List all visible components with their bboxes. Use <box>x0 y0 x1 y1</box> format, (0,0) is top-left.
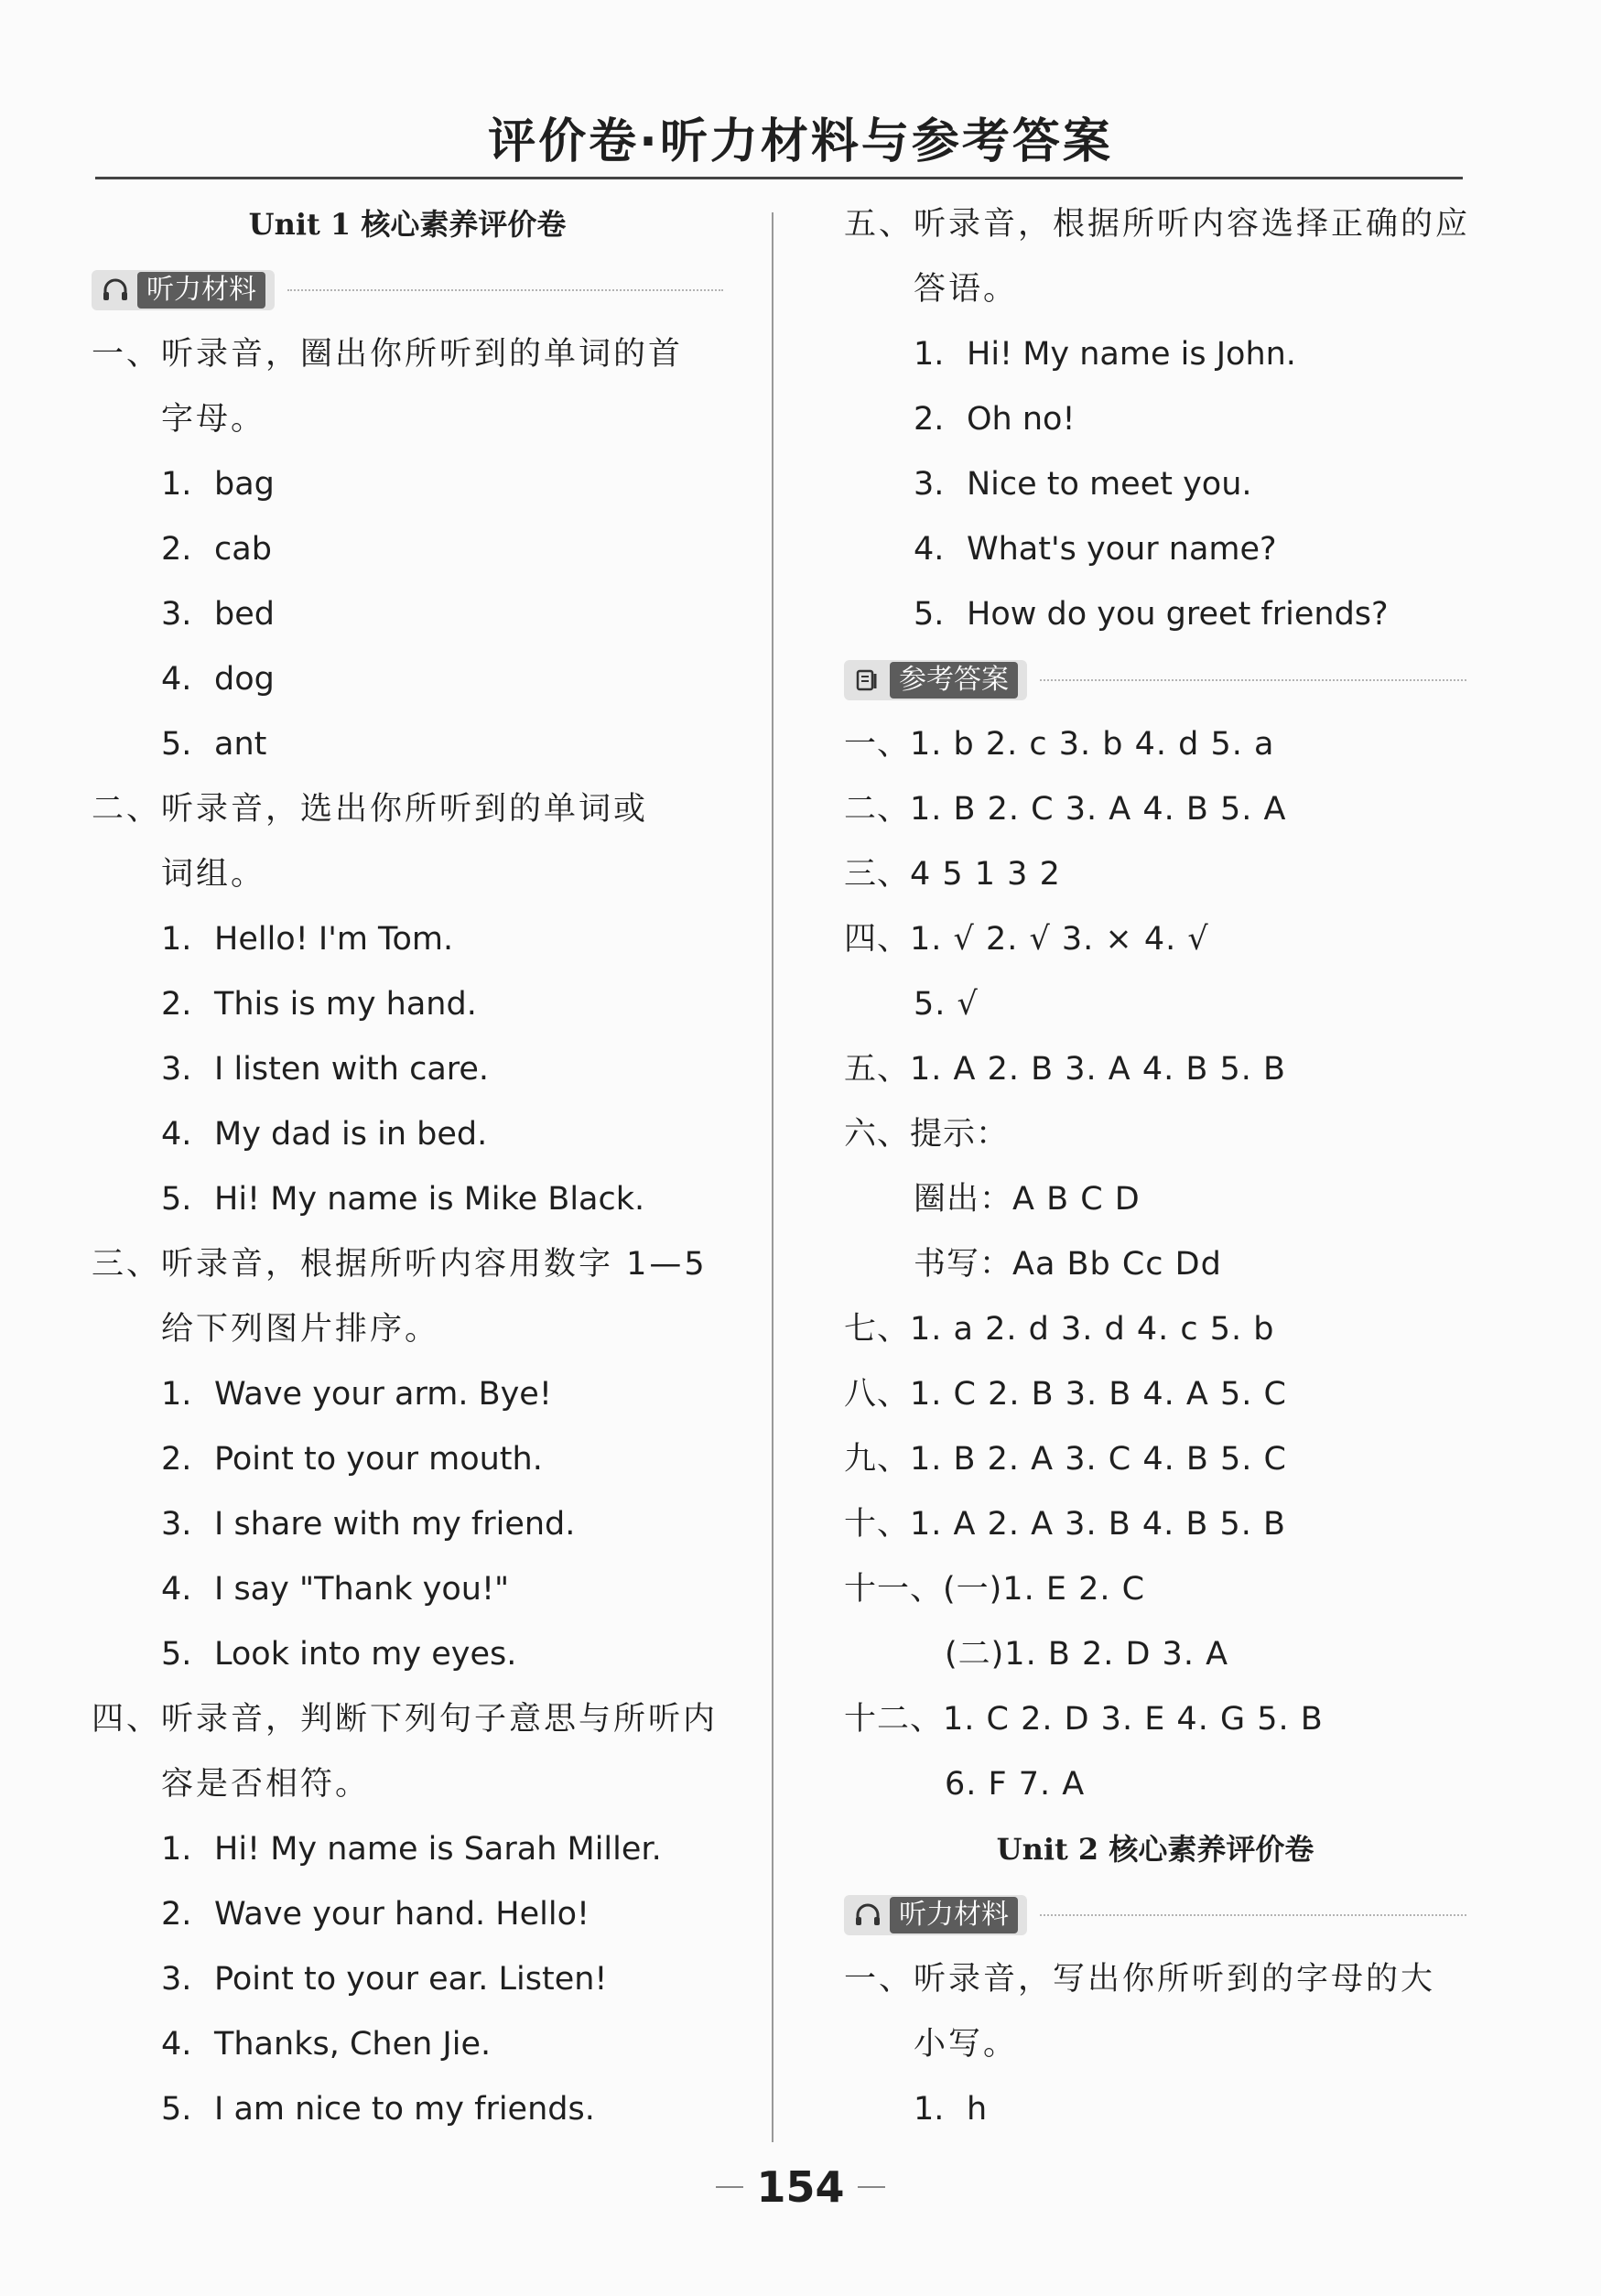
item-number: 1. <box>161 921 192 958</box>
section-tag <box>844 1895 1027 1935</box>
section-tag <box>92 270 275 310</box>
list-item <box>844 582 1466 647</box>
list-item <box>92 1492 723 1557</box>
answer-line: 6. F 7. A <box>945 1766 1086 1803</box>
page-number: 154 <box>756 2162 845 2212</box>
question-heading-cont: 答语。 <box>914 271 1019 308</box>
answer-line: 四、1. √ 2. √ 3. × 4. √ <box>844 921 1209 958</box>
right-column <box>844 192 1471 2142</box>
question-heading-cont: 给下列图片排序。 <box>161 1311 440 1348</box>
section-tag-label: 听力材料 <box>890 1897 1018 1933</box>
item-text: Hi! My name is John. <box>967 336 1296 373</box>
item-number: 3. <box>914 466 945 503</box>
answer-line: 九、1. B 2. A 3. C 4. B 5. C <box>844 1441 1287 1478</box>
list-item <box>844 387 1466 452</box>
item-number: 3. <box>161 596 192 633</box>
footer-dash <box>716 2186 743 2188</box>
notebook-pen-icon <box>849 666 886 694</box>
footer-dash <box>858 2186 885 2188</box>
unit-title: Unit 2 核心素养评价卷 <box>996 1832 1314 1867</box>
item-number: 2. <box>161 531 192 568</box>
list-item <box>92 452 723 517</box>
item-number: 4. <box>161 1116 192 1153</box>
left-column <box>92 192 723 2142</box>
item-text: cab <box>214 531 272 568</box>
item-number: 3. <box>161 1051 192 1088</box>
list-item <box>92 1037 723 1102</box>
list-item <box>92 1947 723 2012</box>
item-number: 1. <box>161 1831 192 1868</box>
answer-line: 八、1. C 2. B 3. B 4. A 5. C <box>844 1376 1287 1413</box>
item-text: ant <box>214 726 267 763</box>
answer-line: 三、4 5 1 3 2 <box>844 856 1061 893</box>
item-text: h <box>967 2091 988 2128</box>
item-text: This is my hand. <box>214 986 477 1023</box>
list-item <box>92 1167 723 1232</box>
item-text: bed <box>214 596 275 633</box>
item-text: I listen with care. <box>214 1051 490 1088</box>
list-item <box>92 1622 723 1687</box>
item-text: Look into my eyes. <box>214 1636 517 1673</box>
item-number: 4. <box>161 1571 192 1608</box>
answer-line: 六、提示： <box>844 1116 1010 1153</box>
question-heading: 五、听录音，根据所听内容选择正确的应 <box>844 206 1471 243</box>
question-heading: 三、听录音，根据所听内容用数字 1—5 <box>92 1246 708 1283</box>
list-item <box>92 1102 723 1167</box>
headphones-icon <box>849 1901 886 1929</box>
listening-material-header <box>844 1882 1466 1947</box>
list-item <box>92 647 723 712</box>
item-number: 1. <box>161 1376 192 1413</box>
item-text: Hi! My name is Sarah Miller. <box>214 1831 662 1868</box>
answer-line: 5. √ <box>914 986 979 1023</box>
unit-title: Unit 1 核心素养评价卷 <box>248 207 567 242</box>
answer-line: 十一、(一)1. E 2. C <box>844 1571 1146 1608</box>
answer-line: 一、1. b 2. c 3. b 4. d 5. a <box>844 726 1275 763</box>
listening-material-header <box>92 257 723 322</box>
item-number: 5. <box>914 596 945 633</box>
section-tag-label: 参考答案 <box>890 662 1018 699</box>
dotted-rule <box>287 289 723 291</box>
list-item <box>92 2077 723 2142</box>
item-number: 5. <box>161 726 192 763</box>
answer-line: 圈出：A B C D <box>914 1181 1141 1218</box>
answer-line: 十二、1. C 2. D 3. E 4. G 5. B <box>844 1701 1324 1738</box>
item-text: How do you greet friends? <box>967 596 1389 633</box>
question-heading: 一、听录音，圈出你所听到的单词的首 <box>92 336 684 373</box>
item-number: 2. <box>161 1896 192 1933</box>
item-text: Hi! My name is Mike Black. <box>214 1181 645 1218</box>
answer-key-header <box>844 647 1466 712</box>
list-item <box>92 1427 723 1492</box>
page-title: 评价卷·听力材料与参考答案 <box>488 114 1113 169</box>
list-item <box>92 712 723 777</box>
item-number: 1. <box>161 466 192 503</box>
item-number: 2. <box>161 1441 192 1478</box>
item-text: Oh no! <box>967 401 1076 438</box>
list-item <box>92 582 723 647</box>
item-number: 5. <box>161 1181 192 1218</box>
answer-line: 二、1. B 2. C 3. A 4. B 5. A <box>844 791 1287 828</box>
item-text: My dad is in bed. <box>214 1116 488 1153</box>
item-number: 2. <box>161 986 192 1023</box>
list-item <box>844 452 1466 517</box>
item-text: Thanks, Chen Jie. <box>214 2026 492 2063</box>
question-heading-cont: 小写。 <box>914 2026 1019 2063</box>
item-number: 5. <box>161 2091 192 2128</box>
list-item <box>92 907 723 972</box>
dotted-rule <box>1040 679 1466 681</box>
page-footer <box>0 2162 1601 2212</box>
item-text: I share with my friend. <box>214 1506 576 1543</box>
item-text: What's your name? <box>967 531 1277 568</box>
item-text: Wave your hand. Hello! <box>214 1896 590 1933</box>
item-text: I say "Thank you!" <box>214 1571 510 1608</box>
question-heading-cont: 字母。 <box>161 401 266 438</box>
item-text: I am nice to my friends. <box>214 2091 595 2128</box>
item-number: 3. <box>161 1506 192 1543</box>
answer-line: 五、1. A 2. B 3. A 4. B 5. B <box>844 1051 1287 1088</box>
item-text: Point to your ear. Listen! <box>214 1961 608 1998</box>
question-heading: 一、听录音，写出你所听到的字母的大 <box>844 1961 1436 1998</box>
item-text: Hello! I'm Tom. <box>214 921 454 958</box>
item-number: 3. <box>161 1961 192 1998</box>
list-item <box>844 517 1466 582</box>
question-heading: 四、听录音，判断下列句子意思与所听内 <box>92 1701 719 1738</box>
item-text: Nice to meet you. <box>967 466 1252 503</box>
headphones-icon <box>97 276 134 304</box>
item-number: 5. <box>161 1636 192 1673</box>
answer-line: 十、1. A 2. A 3. B 4. B 5. B <box>844 1506 1287 1543</box>
answer-line: 七、1. a 2. d 3. d 4. c 5. b <box>844 1311 1275 1348</box>
item-number: 4. <box>914 531 945 568</box>
item-text: Point to your mouth. <box>214 1441 543 1478</box>
answer-line: 书写：Aa Bb Cc Dd <box>914 1246 1222 1283</box>
item-number: 1. <box>914 336 945 373</box>
title-divider <box>95 177 1463 179</box>
list-item <box>92 517 723 582</box>
section-tag <box>844 660 1027 700</box>
question-heading-cont: 词组。 <box>161 856 266 893</box>
list-item <box>92 2012 723 2077</box>
answer-line: (二)1. B 2. D 3. A <box>945 1636 1229 1673</box>
item-number: 4. <box>161 2026 192 2063</box>
dotted-rule <box>1040 1914 1466 1916</box>
list-item <box>844 322 1466 387</box>
item-number: 2. <box>914 401 945 438</box>
question-heading-cont: 容是否相符。 <box>161 1766 371 1803</box>
list-item <box>92 1882 723 1947</box>
section-tag-label: 听力材料 <box>137 272 265 309</box>
list-item <box>92 1362 723 1427</box>
item-text: bag <box>214 466 275 503</box>
item-number: 1. <box>914 2091 945 2128</box>
column-divider <box>772 212 773 2142</box>
question-heading: 二、听录音，选出你所听到的单词或 <box>92 791 649 828</box>
list-item <box>92 1557 723 1622</box>
list-item <box>92 972 723 1037</box>
item-text: Wave your arm. Bye! <box>214 1376 552 1413</box>
list-item <box>92 1817 723 1882</box>
item-text: dog <box>214 661 275 698</box>
item-number: 4. <box>161 661 192 698</box>
list-item <box>844 2077 1466 2142</box>
